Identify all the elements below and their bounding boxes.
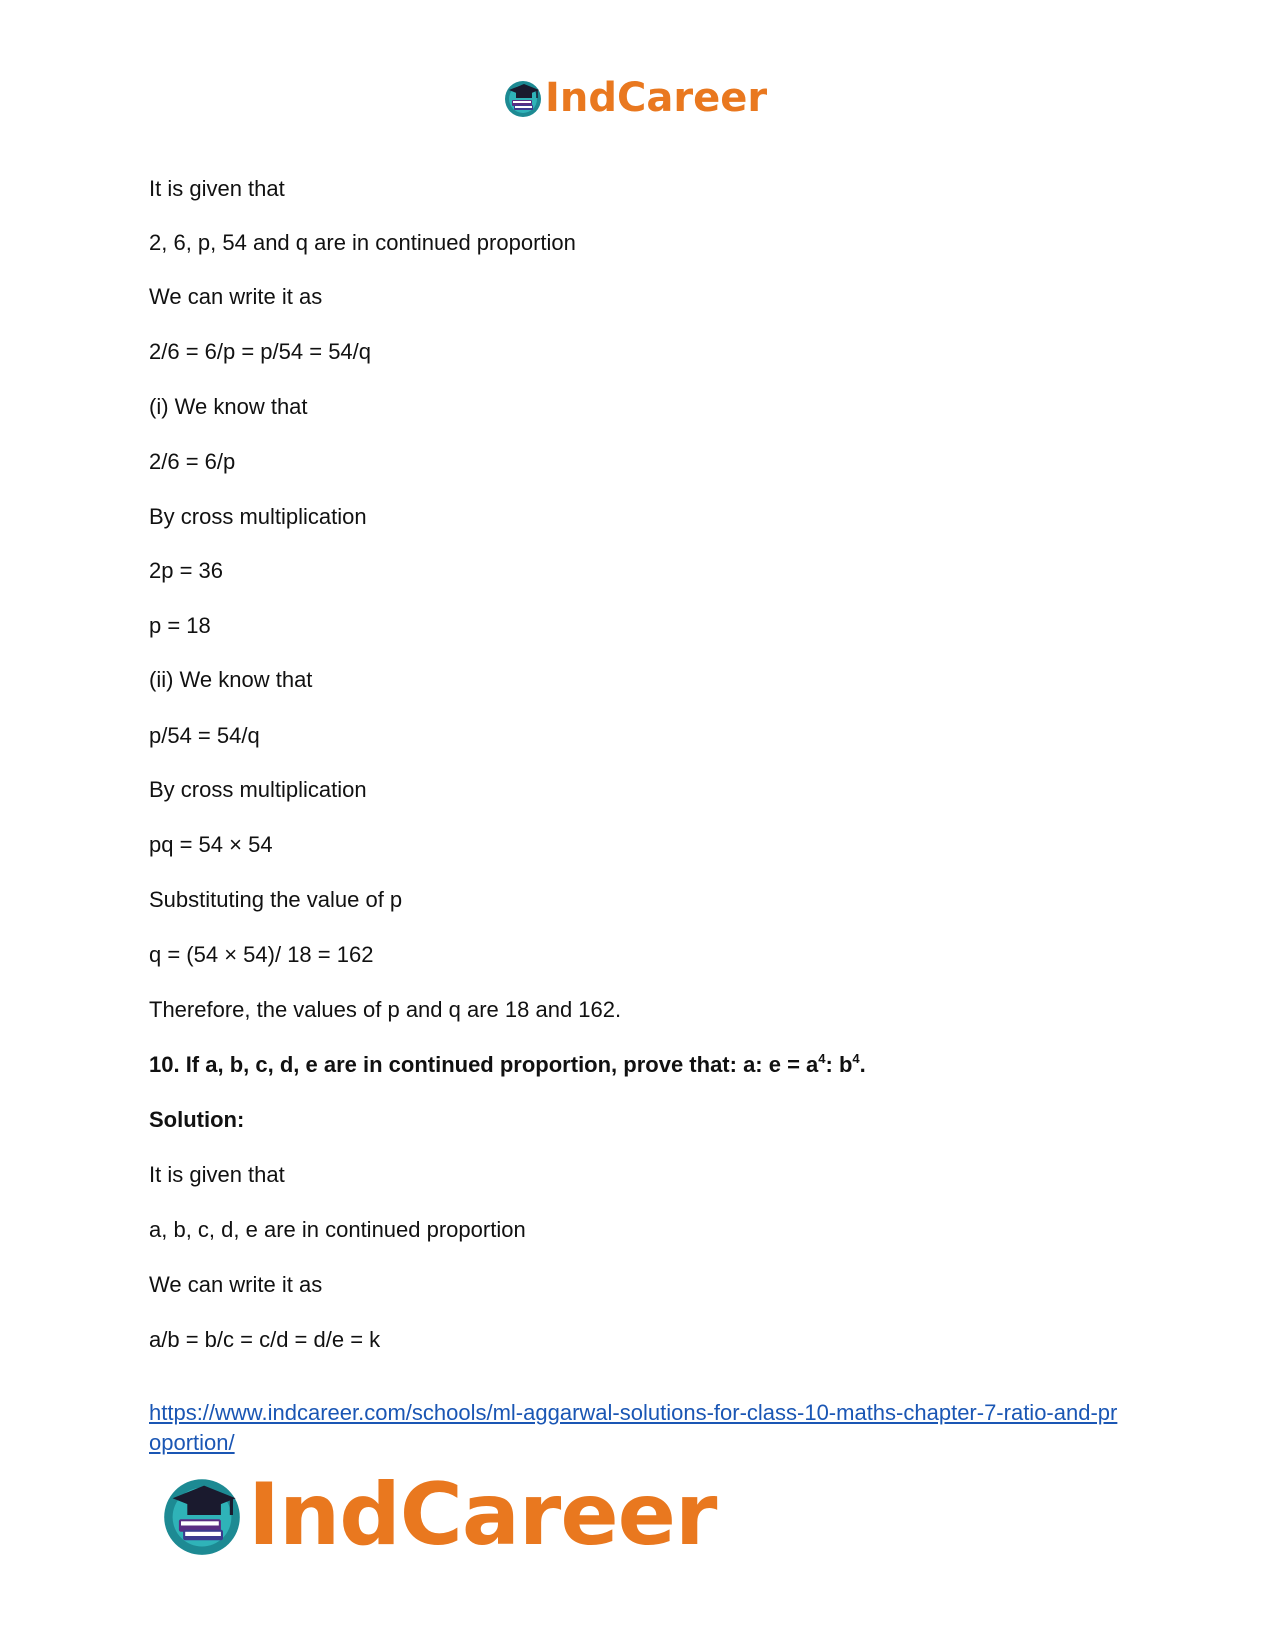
- question-heading: 10. If a, b, c, d, e are in continued proportion, prove that: a: $e = a^4$: $b^4$.: [149, 1051, 866, 1077]
- text-line: q = (54 × 54)/ 18 = 162: [149, 942, 374, 967]
- text-line: We can write it as: [149, 284, 323, 309]
- header-logo: [503, 75, 768, 121]
- text-line: It is given that: [149, 176, 285, 201]
- graduation-book-icon: [160, 1473, 244, 1557]
- source-link[interactable]: https://www.indcareer.com/schools/ml-aggarwal-solutions-for-class-10-maths-chapter-7-ratio-and-proportion/: [149, 1400, 1118, 1455]
- text-line: a, b, c, d, e are in continued proportion: [149, 1217, 526, 1242]
- text-line: 2p = 36: [149, 558, 224, 583]
- text-line: p/54 = 54/q: [149, 723, 260, 748]
- text-line: Therefore, the values of p and q are 18 and 162.: [149, 997, 622, 1022]
- graduation-book-icon: [503, 78, 543, 118]
- text-line: By cross multiplication: [149, 777, 367, 802]
- text-line: Substituting the value of p: [149, 887, 403, 912]
- text-line: We can write it as: [149, 1272, 323, 1297]
- text-line: 2/6 = 6/p: [149, 449, 236, 474]
- solution-label: Solution:: [149, 1107, 245, 1132]
- logo-wordmark: IndCareer: [248, 1465, 717, 1565]
- text-line: 2, 6, p, 54 and q are in continued proportion: [149, 230, 576, 255]
- text-line: a/b = b/c = c/d = d/e = k: [149, 1327, 381, 1352]
- text-line: 2/6 = 6/p = p/54 = 54/q: [149, 339, 372, 364]
- text-line: It is given that: [149, 1162, 285, 1187]
- logo-wordmark: IndCareer: [545, 75, 768, 121]
- text-line: (ii) We know that: [149, 667, 313, 692]
- text-line: pq = 54 × 54: [149, 832, 273, 857]
- footer-logo: [160, 1465, 717, 1565]
- text-line: (i) We know that: [149, 394, 308, 419]
- text-line: By cross multiplication: [149, 504, 367, 529]
- text-line: p = 18: [149, 613, 211, 638]
